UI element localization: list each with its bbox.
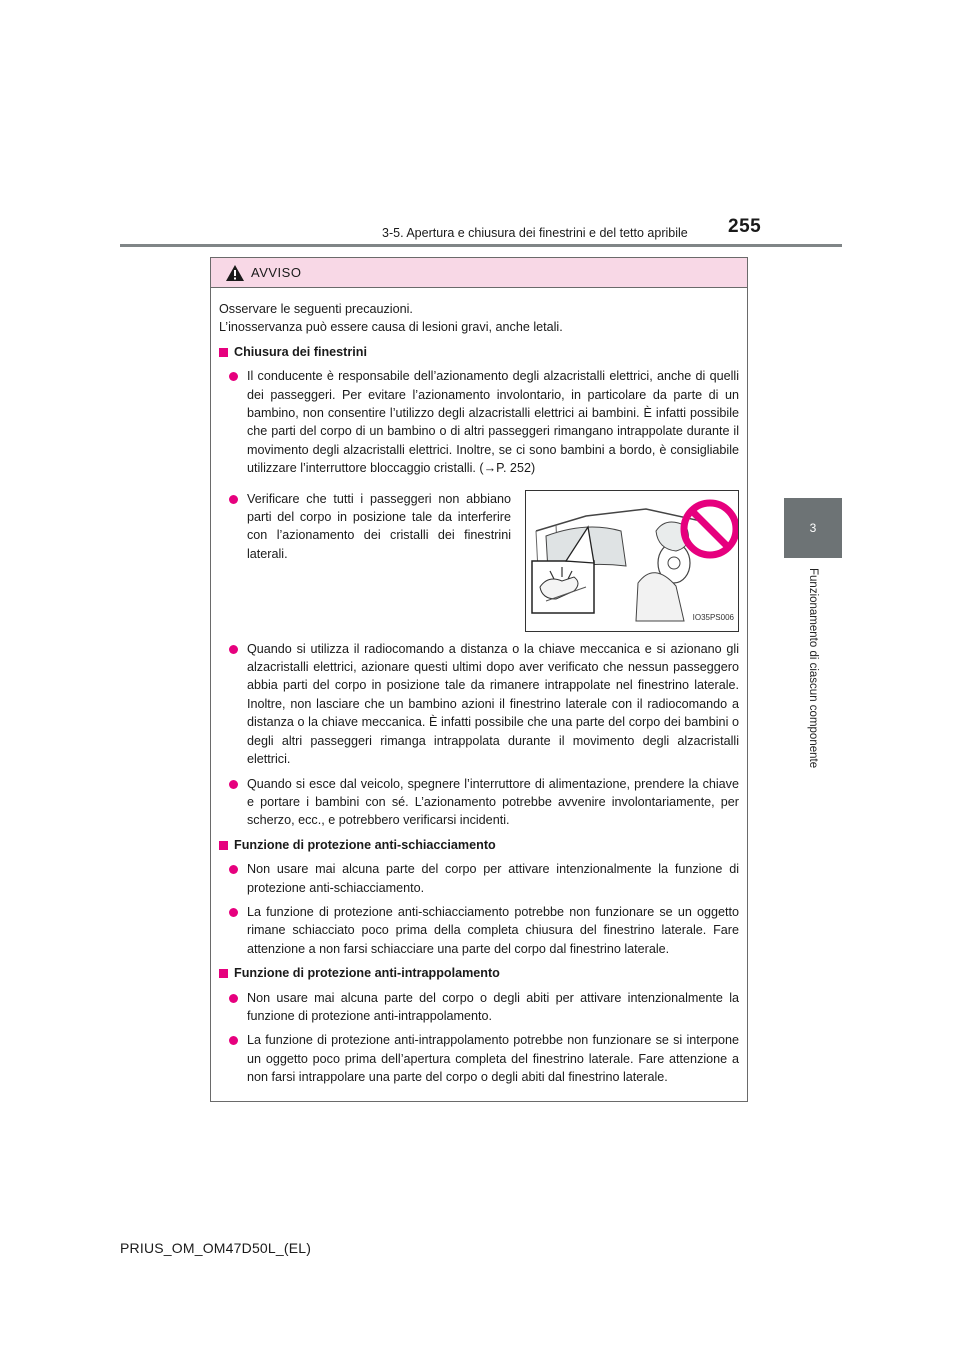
warning-body [211, 288, 747, 1087]
list-item-text: La funzione di protezione anti-schiacciamento potrebbe non funzionare se un oggetto rimane schiacciato poco prima della completa chiusura del finestrino laterale. Fare attenzione a non farsi schiacciare una parte del corpo dal finestrino laterale. [247, 904, 739, 956]
list-item-text: Non usare mai alcuna parte del corpo per attivare intenzionalmente la funzione di protezione anti-schiacciamento. [247, 862, 739, 895]
section-heading-text: Chiusura dei finestrini [234, 344, 367, 359]
intro-line: Osservare le seguenti precauzioni. [219, 302, 413, 316]
warning-header [211, 258, 747, 288]
list-item [219, 989, 739, 1026]
list-item [219, 367, 739, 477]
section-heading-text: Funzione di protezione anti-schiacciamento [234, 837, 496, 852]
header-rule [120, 244, 842, 247]
bullet-dot-icon [229, 865, 238, 874]
list-item-text: Quando si esce dal veicolo, spegnere l’interruttore di alimentazione, prendere la chiave e portare i bambini con sé. L’azionamento potrebbe avvenire involontariamente, per scherzo, ecc., e potrebbero verificarsi incidenti. [247, 776, 739, 828]
list-item [219, 903, 739, 958]
square-bullet-icon [219, 841, 228, 850]
bullet-dot-icon [229, 495, 238, 504]
chapter-number: 3 [809, 521, 817, 535]
section-heading [219, 836, 739, 854]
square-bullet-icon [219, 348, 228, 357]
list-item [219, 490, 739, 632]
footer-code: PRIUS_OM_OM47D50L_(EL) [120, 1240, 312, 1256]
bullet-dot-icon [229, 908, 238, 917]
bullet-dot-icon [229, 994, 238, 1003]
list-item-text: Verificare che tutti i passeggeri non abbiano parti del corpo in posizione tale da interferire con l’azionamento dei cristalli dei finestrini laterali. [247, 491, 511, 561]
chapter-tab[interactable] [784, 498, 842, 558]
list-item-text: Non usare mai alcuna parte del corpo o degli abiti per attivare intenzionalmente la funzione di protezione anti-intrappolamento. [247, 990, 739, 1023]
chapter-title: Funzionamento di ciascun componente [807, 568, 819, 769]
bullet-dot-icon [229, 645, 238, 654]
chapter-label [784, 568, 842, 818]
warning-title: AVVISO [251, 265, 302, 280]
list-item-text: La funzione di protezione anti-intrappolamento potrebbe non funzionare se si interpone un oggetto poco prima dell’apertura completa del finestrino laterale. Fare attenzione a non farsi intrappolare una parte del corpo o degli abiti dal finestrino laterale. [247, 1033, 739, 1085]
list-item-text: Quando si utilizza il radiocomando a distanza o la chiave meccanica e si azionano gli alzacristalli elettrici, azionare questi ultimi dopo aver verificato che nessun passeggero abbia parti del corpo in posizione tale da rimanere intrappolate nel finestrino laterale. Inoltre, non lasciare che un bambino azioni il finestrino laterale con il radiocomando a distanza o la chiave meccanica. È infatti possibile che una parte del corpo dei bambini o degli altri passeggeri rimanga intrappolata durante il movimento degli alzacristalli elettrici. [247, 641, 739, 767]
figure-code: IO35PS006 [692, 613, 734, 623]
page-number: 255 [728, 216, 762, 237]
intro-line: L’inosservanza può essere causa di lesioni gravi, anche letali. [219, 320, 563, 335]
list-item-text: Il conducente è responsabile dell’azionamento degli alzacristalli elettrici, anche di quelli dei passeggeri. Per evitare l’azionamento involontario, in particolare da parte di un bambino, non consentire l’utilizzo degli alzacristalli elettrici ai bambini. È infatti possibile che parti del corpo di un bambino o di altri passeggeri rimangano intrappolate durante il movimento degli alzacristalli elettrici. Inoltre, se ci sono bambini a bordo, è consigliabile utilizzare l’interruttore bloccaggio cristalli. (→P. 252) [247, 369, 739, 476]
bullet-dot-icon [229, 1036, 238, 1045]
list-item [219, 1031, 739, 1086]
list-item [219, 860, 739, 897]
bullet-dot-icon [229, 372, 238, 381]
warning-box [210, 257, 748, 1102]
section-heading [219, 343, 739, 361]
section-heading [219, 964, 739, 982]
list-item [219, 775, 739, 830]
section-heading-text: Funzione di protezione anti-intrappolamento [234, 966, 500, 981]
list-item [219, 640, 739, 769]
section-title: 3-5. Apertura e chiusura dei finestrini e del tetto apribile [382, 226, 688, 240]
warning-triangle-icon [225, 264, 245, 282]
bullet-dot-icon [229, 780, 238, 789]
square-bullet-icon [219, 969, 228, 978]
illustration [525, 490, 739, 632]
